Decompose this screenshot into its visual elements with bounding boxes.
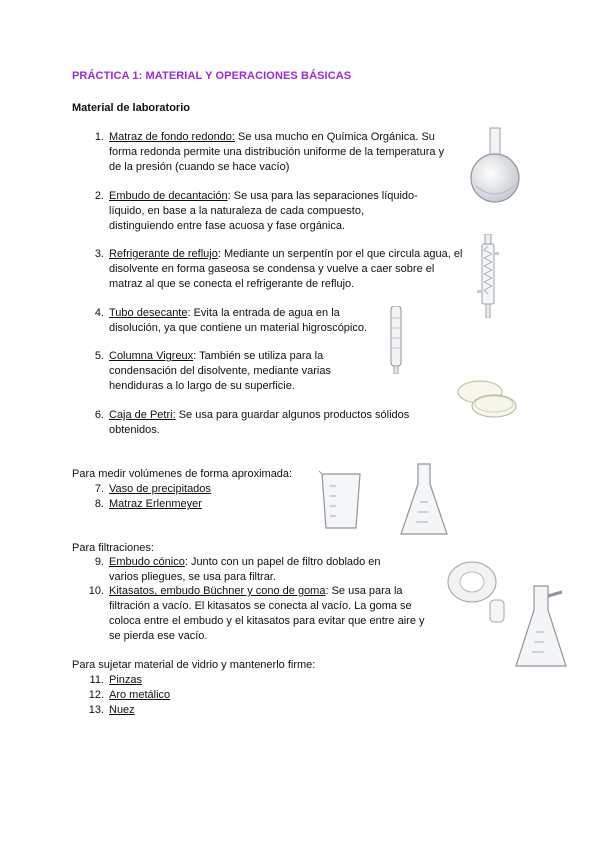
item-name: Matraz Erlenmeyer xyxy=(109,498,202,510)
item-desc: : Evita la entrada de agua en la disolución, ya que contiene un material higroscópico. xyxy=(109,307,368,334)
list-item: 3. Refrigerante de reflujo: Mediante un serpentín por el que circula agua, el disolvente en forma gaseosa se condensa y vuelve a caer sobre el matraz al que se conecta el refrigerante de reflujo. xyxy=(94,248,463,290)
kitasato-flask-image xyxy=(512,584,570,674)
list-item: 13. Nuez xyxy=(88,704,135,716)
list-item: 4. Tubo desecante: Evita la entrada de agua en la disolución, ya que contiene un material higroscópico. xyxy=(94,307,368,334)
list-item: 12. Aro metálico xyxy=(88,689,171,701)
item-name: Nuez xyxy=(109,704,135,716)
list-item: 10. Kitasatos, embudo Büchner y cono de goma: Se usa para la filtración a vacío. El kitasatos se conecta al vacío. La goma se coloca entre el embudo y el kitasatos para evitar que entre aire y se pierda ese vacío. xyxy=(88,585,425,642)
beaker-image xyxy=(318,470,364,532)
list-item: 7. Vaso de precipitados xyxy=(94,483,211,495)
item-name: Embudo de decantación xyxy=(109,190,228,202)
section-filtration: Para filtraciones: xyxy=(72,542,154,554)
list-item: 11. Pinzas xyxy=(89,674,143,686)
list-item: 2. Embudo de decantación: Se usa para las separaciones líquido-líquido, en base a la naturaleza de cada compuesto, distinguiendo entre fase acuosa y fase orgánica. xyxy=(94,190,418,232)
section-hold: Para sujetar material de vidrio y mantenerlo firme: xyxy=(72,659,316,671)
page-title: PRÁCTICA 1: MATERIAL Y OPERACIONES BÁSICAS xyxy=(72,70,352,82)
item-name: Pinzas xyxy=(109,674,143,686)
item-name: Kitasatos, embudo Büchner y cono de goma xyxy=(109,585,326,597)
section-heading: Material de laboratorio xyxy=(72,102,190,114)
item-desc: : Se usa para las separaciones líquido-líquido, en base a la naturaleza de cada compuesto, distinguiendo entre fase acuosa y fase orgánica. xyxy=(109,190,418,232)
item-name: Matraz de fondo redondo: xyxy=(109,131,235,143)
item-name: Embudo cónico xyxy=(109,556,185,568)
erlenmeyer-flask-image xyxy=(398,462,450,540)
item-name: Refrigerante de reflujo xyxy=(109,248,218,260)
list-item: 9. Embudo cónico: Junto con un papel de filtro doblado en varios pliegues, se usa para filtrar. xyxy=(94,556,381,583)
list-item: 5. Columna Vigreux: También se utiliza para la condensación del disolvente, mediante varias hendiduras a lo largo de su superficie. xyxy=(94,350,331,392)
item-name: Tubo desecante xyxy=(109,307,188,319)
petri-dish-image xyxy=(456,372,518,426)
item-name: Columna Vigreux xyxy=(109,350,194,362)
item-desc: : Junto con un papel de filtro doblado en varios pliegues, se usa para filtrar. xyxy=(109,556,381,583)
drying-tube-image xyxy=(386,306,406,374)
round-bottom-flask-image xyxy=(462,126,530,206)
reflux-condenser-image xyxy=(476,234,500,318)
item-desc: : Se usa para la filtración a vacío. El kitasatos se conecta al vacío. La goma se coloca entre el embudo y el kitasatos para evitar que entre aire y se pierda ese vacío. xyxy=(109,585,425,642)
item-name: Vaso de precipitados xyxy=(109,483,211,495)
conical-funnel-image xyxy=(442,560,508,628)
list-item: 8. Matraz Erlenmeyer xyxy=(94,498,202,510)
list-item: 6. Caja de Petri: Se usa para guardar algunos productos sólidos obtenidos. xyxy=(94,409,410,436)
list-item: 1. Matraz de fondo redondo: Se usa mucho en Química Orgánica. Su forma redonda permite una distribución uniforme de la temperatura y de la presión (cuando se hace vacío) xyxy=(94,131,445,173)
item-desc: : Mediante un serpentín por el que circula agua, el disolvente en forma gaseosa se condensa y vuelve a caer sobre el matraz al que se conecta el refrigerante de reflujo. xyxy=(109,248,463,290)
item-name: Caja de Petri: xyxy=(109,409,176,421)
item-name: Aro metálico xyxy=(109,689,171,701)
section-volumes: Para medir volúmenes de forma aproximada: xyxy=(72,468,293,480)
item-desc: Se usa para guardar algunos productos sólidos obtenidos. xyxy=(109,409,410,436)
item-desc: Se usa mucho en Química Orgánica. Su forma redonda permite una distribución uniforme de la temperatura y de la presión (cuando se hace vacío) xyxy=(109,131,445,173)
item-desc: : También se utiliza para la condensación del disolvente, mediante varias hendiduras a lo largo de su superficie. xyxy=(109,350,331,392)
